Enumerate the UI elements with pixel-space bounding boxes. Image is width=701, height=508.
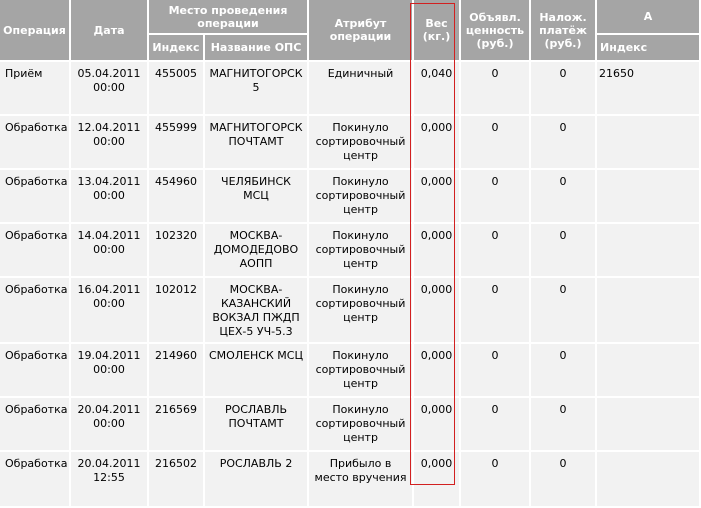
cell-ops-name: ЧЕЛЯБИНСК МСЦ xyxy=(205,170,307,222)
cell-date xyxy=(71,116,147,168)
table-row xyxy=(0,62,699,114)
cell-attribute: Покинуло сортировочный центр xyxy=(309,116,412,168)
tracking-table-body xyxy=(0,62,699,506)
col-header-date: Дата xyxy=(71,0,147,60)
cell-index: 216502 xyxy=(149,452,203,506)
cell-index: 216569 xyxy=(149,398,203,450)
cell-cod: 0 xyxy=(531,344,595,396)
date-value: 14.04.2011 xyxy=(77,229,141,242)
cell-address-index xyxy=(597,170,699,222)
cell-address-index xyxy=(597,344,699,396)
cell-attribute: Покинуло сортировочный центр xyxy=(309,344,412,396)
cell-address-index xyxy=(597,224,699,276)
cell-date xyxy=(71,344,147,396)
cell-operation: Обработка xyxy=(0,278,69,342)
cell-address-index xyxy=(597,116,699,168)
time-value: 12:55 xyxy=(93,471,125,484)
cell-cod: 0 xyxy=(531,62,595,114)
cell-operation: Обработка xyxy=(0,116,69,168)
cell-weight: 0,000 xyxy=(414,398,459,450)
cell-attribute: Покинуло сортировочный центр xyxy=(309,170,412,222)
time-value: 00:00 xyxy=(93,417,125,430)
cell-index: 102320 xyxy=(149,224,203,276)
col-header-place: Место проведения операции xyxy=(149,0,307,33)
cell-operation: Приём xyxy=(0,62,69,114)
time-value: 00:00 xyxy=(93,81,125,94)
cell-ops-name: РОСЛАВЛЬ ПОЧТАМТ xyxy=(205,398,307,450)
cell-date xyxy=(71,398,147,450)
cell-weight: 0,000 xyxy=(414,170,459,222)
cell-cod: 0 xyxy=(531,398,595,450)
cell-index: 454960 xyxy=(149,170,203,222)
date-value: 13.04.2011 xyxy=(77,175,141,188)
cell-declared-value: 0 xyxy=(461,344,529,396)
date-value: 16.04.2011 xyxy=(77,283,141,296)
cell-weight: 0,000 xyxy=(414,344,459,396)
cell-date xyxy=(71,278,147,342)
date-value: 20.04.2011 xyxy=(77,403,141,416)
time-value: 00:00 xyxy=(93,363,125,376)
time-value: 00:00 xyxy=(93,243,125,256)
col-header-attribute: Атрибут операции xyxy=(309,0,412,60)
cell-operation: Обработка xyxy=(0,344,69,396)
cell-ops-name: МОСКВА-ДОМОДЕДОВО АОПП xyxy=(205,224,307,276)
date-value: 20.04.2011 xyxy=(77,457,141,470)
col-header-address-index: Индекс xyxy=(597,35,699,60)
col-header-address: А xyxy=(597,0,699,33)
col-header-ops-name: Название ОПС xyxy=(205,35,307,60)
cell-index: 455999 xyxy=(149,116,203,168)
cell-declared-value: 0 xyxy=(461,224,529,276)
col-header-cod: Налож. платёж (руб.) xyxy=(531,0,595,60)
time-value: 00:00 xyxy=(93,135,125,148)
cell-address-index xyxy=(597,452,699,506)
cell-weight: 0,000 xyxy=(414,224,459,276)
col-header-weight: Вес (кг.) xyxy=(414,0,459,60)
cell-attribute: Покинуло сортировочный центр xyxy=(309,398,412,450)
cell-cod: 0 xyxy=(531,278,595,342)
cell-declared-value: 0 xyxy=(461,116,529,168)
table-row xyxy=(0,278,699,342)
cell-cod: 0 xyxy=(531,224,595,276)
cell-date xyxy=(71,452,147,506)
cell-index: 455005 xyxy=(149,62,203,114)
cell-address-index: 21650 xyxy=(597,62,699,114)
cell-attribute: Единичный xyxy=(309,62,412,114)
time-value: 00:00 xyxy=(93,189,125,202)
table-row xyxy=(0,224,699,276)
cell-date xyxy=(71,224,147,276)
cell-declared-value: 0 xyxy=(461,278,529,342)
col-header-index: Индекс xyxy=(149,35,203,60)
table-row xyxy=(0,344,699,396)
date-value: 12.04.2011 xyxy=(77,121,141,134)
cell-date xyxy=(71,170,147,222)
cell-cod: 0 xyxy=(531,116,595,168)
col-header-declared-value: Объявл. ценность (руб.) xyxy=(461,0,529,60)
cell-operation: Обработка xyxy=(0,398,69,450)
date-value: 05.04.2011 xyxy=(77,67,141,80)
table-row xyxy=(0,452,699,506)
cell-ops-name: СМОЛЕНСК МСЦ xyxy=(205,344,307,396)
cell-declared-value: 0 xyxy=(461,398,529,450)
cell-index: 214960 xyxy=(149,344,203,396)
table-row xyxy=(0,170,699,222)
cell-index: 102012 xyxy=(149,278,203,342)
cell-declared-value: 0 xyxy=(461,452,529,506)
cell-weight: 0,040 xyxy=(414,62,459,114)
cell-weight: 0,000 xyxy=(414,452,459,506)
cell-operation: Обработка xyxy=(0,452,69,506)
cell-attribute: Покинуло сортировочный центр xyxy=(309,224,412,276)
cell-date xyxy=(71,62,147,114)
cell-weight: 0,000 xyxy=(414,278,459,342)
cell-operation: Обработка xyxy=(0,170,69,222)
cell-operation: Обработка xyxy=(0,224,69,276)
cell-ops-name: МОСКВА-КАЗАНСКИЙ ВОКЗАЛ ПЖДП ЦЕХ-5 УЧ-5.3 xyxy=(205,278,307,342)
cell-ops-name: РОСЛАВЛЬ 2 xyxy=(205,452,307,506)
cell-ops-name: МАГНИТОГОРСК ПОЧТАМТ xyxy=(205,116,307,168)
cell-cod: 0 xyxy=(531,170,595,222)
cell-ops-name: МАГНИТОГОРСК 5 xyxy=(205,62,307,114)
cell-cod: 0 xyxy=(531,452,595,506)
cell-declared-value: 0 xyxy=(461,62,529,114)
table-row xyxy=(0,116,699,168)
cell-declared-value: 0 xyxy=(461,170,529,222)
date-value: 19.04.2011 xyxy=(77,349,141,362)
cell-attribute: Покинуло сортировочный центр xyxy=(309,278,412,342)
table-row xyxy=(0,398,699,450)
cell-attribute: Прибыло в место вручения xyxy=(309,452,412,506)
cell-address-index xyxy=(597,278,699,342)
cell-address-index xyxy=(597,398,699,450)
cell-weight: 0,000 xyxy=(414,116,459,168)
col-header-operation: Операция xyxy=(0,0,69,60)
time-value: 00:00 xyxy=(93,297,125,310)
